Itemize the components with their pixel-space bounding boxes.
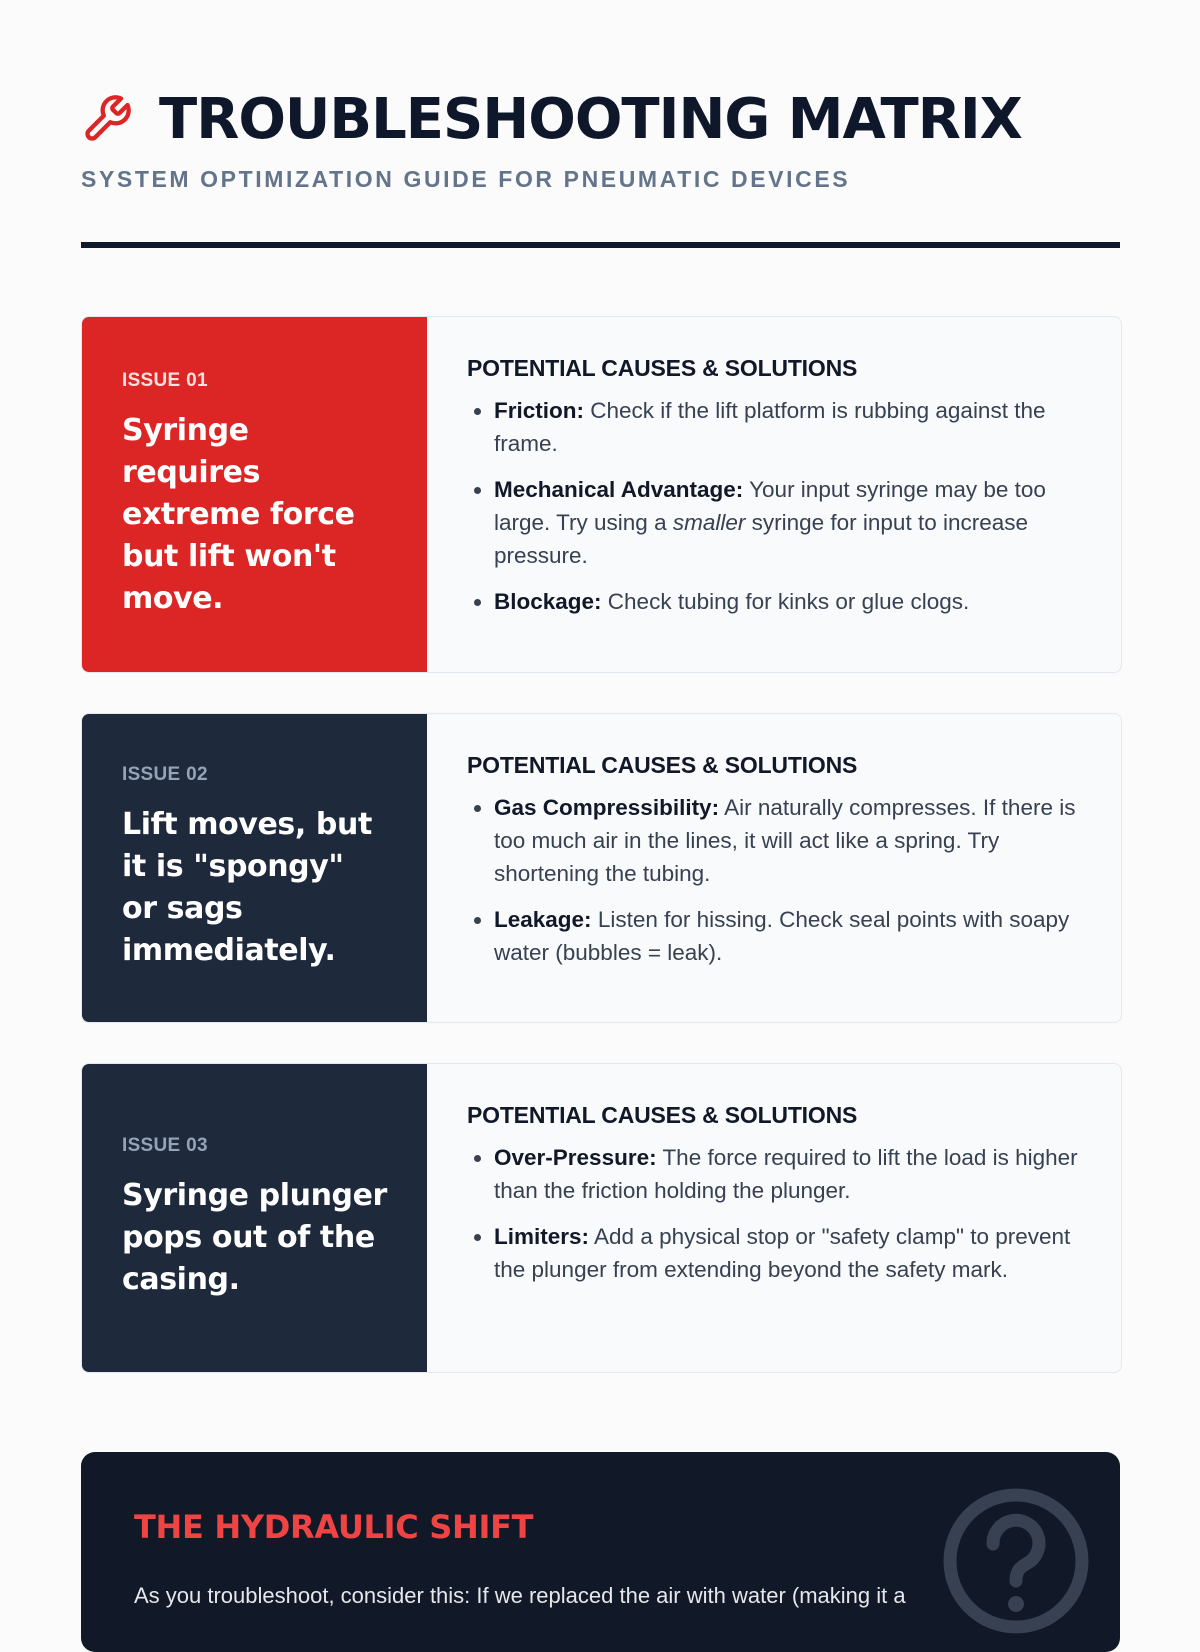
title-row [81, 84, 1120, 154]
list-item [494, 791, 1081, 890]
issue-solutions [427, 317, 1121, 672]
list-item [494, 394, 1081, 460]
cause-label: Limiters: [494, 1224, 590, 1249]
wrench-icon [81, 93, 133, 145]
issue-title: Syringe requires extreme force but lift won't move. [122, 412, 355, 616]
issue-title: Lift moves, but it is "spongy" or sags immediately. [122, 807, 372, 968]
cause-text: syringe for input to increase pressure. [494, 510, 1029, 568]
section-heading: POTENTIAL CAUSES & SOLUTIONS [467, 1102, 858, 1128]
section-heading: POTENTIAL CAUSES & SOLUTIONS [467, 752, 858, 778]
cause-text: Check if the lift platform is rubbing against the frame. [494, 398, 1046, 456]
header-divider [81, 242, 1120, 248]
issue-summary [82, 1064, 427, 1372]
causes-list [467, 394, 1081, 618]
causes-list [467, 1141, 1081, 1286]
causes-list [467, 791, 1081, 969]
issue-number: ISSUE 02 [122, 764, 208, 785]
issue-card-02 [81, 713, 1122, 1023]
header [81, 84, 1120, 193]
list-item [494, 585, 1081, 618]
section-heading: POTENTIAL CAUSES & SOLUTIONS [467, 355, 858, 381]
page-title: TROUBLESHOOTING MATRIX [159, 86, 1022, 152]
cause-text: Your input syringe may be too large. Try using a [494, 477, 1046, 535]
cause-label: Blockage: [494, 589, 602, 614]
cause-text: Listen for hissing. Check seal points with soapy water (bubbles = leak). [494, 907, 1070, 965]
list-item [494, 1141, 1081, 1207]
issue-summary [82, 317, 427, 672]
issue-solutions [427, 714, 1121, 1022]
cause-label: Mechanical Advantage: [494, 477, 744, 502]
issue-title: Syringe plunger pops out of the casing. [122, 1178, 387, 1297]
cause-text: The force required to lift the load is higher than the friction holding the plunger. [494, 1145, 1078, 1203]
cause-text: Air naturally compresses. If there is too much air in the lines, it will act like a spring. Try shortening the tubing. [494, 795, 1076, 886]
question-circle-icon [941, 1486, 1091, 1636]
list-item [494, 903, 1081, 969]
cause-label: Leakage: [494, 907, 592, 932]
cause-label: Friction: [494, 398, 584, 423]
issue-number: ISSUE 03 [122, 1135, 208, 1156]
hydraulic-shift-panel [81, 1452, 1120, 1652]
cause-label: Gas Compressibility: [494, 795, 720, 820]
list-item [494, 1220, 1081, 1286]
list-item [494, 473, 1081, 572]
issue-card-03 [81, 1063, 1122, 1373]
issue-summary [82, 714, 427, 1022]
issue-card-01 [81, 316, 1122, 673]
cause-text: Check tubing for kinks or glue clogs. [601, 589, 970, 614]
issue-solutions [427, 1064, 1121, 1372]
cause-emphasis: smaller [672, 510, 746, 535]
cause-text: Add a physical stop or "safety clamp" to prevent the plunger from extending beyond the safety mark. [494, 1224, 1071, 1282]
issue-number: ISSUE 01 [122, 369, 208, 391]
shift-text: As you troubleshoot, consider this: If we replaced the air with water (making it a [134, 1583, 906, 1608]
shift-title: THE HYDRAULIC SHIFT [134, 1508, 534, 1546]
cause-label: Over-Pressure: [494, 1145, 657, 1170]
page-subtitle: SYSTEM OPTIMIZATION GUIDE FOR PNEUMATIC DEVICES [81, 166, 851, 192]
